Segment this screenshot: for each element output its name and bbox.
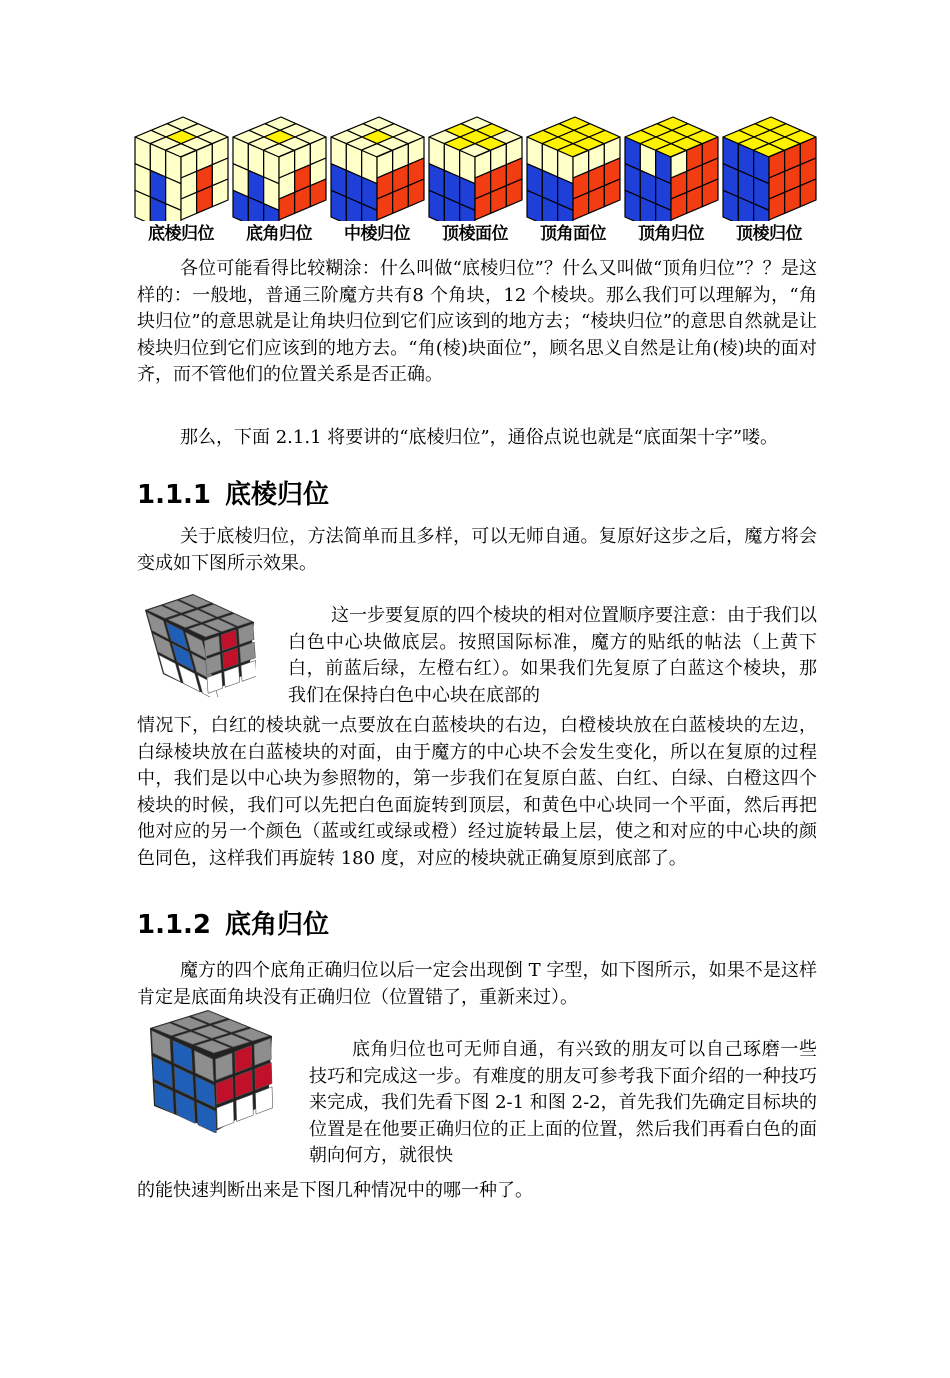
cube-inverted-t-figure [144,1008,274,1137]
section-1-wrap-text: 这一步要复原的四个棱块的相对位置顺序要注意：由于我们以白色中心块做底层。按照国际标准，魔方的贴纸的帖法（上黄下白，前蓝后绿，左橙右红）。如果我们先复原了白蓝这个棱块，那我们在保持白色中心块在底部的 [288,605,817,706]
stage-2-cube-icon [231,115,327,221]
section-1-heading [137,474,329,511]
stage-label: 底棱归位 [148,224,214,244]
stage-label: 中棱归位 [344,224,410,244]
stage-4-cube-icon [427,115,523,221]
intro-paragraph-1: 各位可能看得比较糊涂：什么叫做“底棱归位”？什么又叫做“顶角归位”？？是这样的：一般地，普通三阶魔方共有8 个角块，12 个棱块。那么我们可以理解为，“角块归位”的意思就是让角块归位到它们应该到的地方去；“棱块归位”的意思自然就是让棱块归位到它们应该到的地方去。“角(棱)块面位”，顾名思义自然是让角(棱)块的面对齐，而不管他们的位置关系是否正确。 [137,258,817,385]
section-1-title: 底棱归位 [225,480,330,510]
section-2-wrap-text: 底角归位也可无师自通，有兴致的朋友可以自己琢磨一些技巧和完成这一步。有难度的朋友可参考我下面介绍的一种技巧来完成，我们先看下图 2-1 和图 2-2，首先我们先确定目标块的位置是在他要正确归位的正上面的位置，然后我们再看白色的面朝向何方，就很快 [309,1039,817,1166]
stage-1-cube-icon [133,115,229,221]
section-2-title: 底角归位 [225,910,330,940]
stage-7-cube [721,115,817,250]
stage-6-cube-icon [623,115,719,221]
stage-label: 顶棱归位 [736,224,802,244]
stage-4-cube [427,115,523,250]
section-2-heading [137,904,329,941]
stage-2-cube [231,115,327,250]
section-2-body-text: 的能快速判断出来是下图几种情况中的哪一种了。 [137,1180,533,1201]
stage-6-cube [623,115,719,250]
stage-3-cube [329,115,425,250]
stage-label: 顶角归位 [638,224,704,244]
stage-label: 底角归位 [246,224,312,244]
cube-cross-figure [141,592,256,701]
stage-5-cube [525,115,621,250]
stage-1-cube [133,115,229,250]
stage-label: 顶角面位 [540,224,606,244]
section-2-paragraph: 魔方的四个底角正确归位以后一定会出现倒 T 字型，如下图所示，如果不是这样肯定是底面角块没有正确归位（位置错了，重新来过）。 [137,960,817,1008]
section-2-number: 1.1.2 [137,910,212,940]
stage-7-cube-icon [721,115,817,221]
stage-5-cube-icon [525,115,621,221]
cube-stage-strip [133,115,823,250]
cube-white-cross-image [141,592,256,697]
section-1-number: 1.1.1 [137,480,212,510]
intro-paragraph-2: 那么，下面 2.1.1 将要讲的“底棱归位”，通俗点说也就是“底面架十字”喽。 [180,427,779,448]
cube-inverted-t-image [144,1008,274,1133]
section-1-body-text: 情况下，白红的棱块就一点要放在白蓝棱块的右边，白橙棱块放在白蓝棱块的左边，白绿棱块放在白蓝棱块的对面，由于魔方的中心块不会发生变化，所以在复原的过程中，我们是以中心块为参照物的，第一步我们在复原白蓝、白红、白绿、白橙这四个棱块的时候，我们可以先把白色面旋转到顶层，和黄色中心块同一个平面，然后再把他对应的另一个颜色（蓝或红或绿或橙）经过旋转最上层，使之和对应的中心块的颜色同色，这样我们再旋转 180 度，对应的棱块就正确复原到底部了。 [137,715,817,869]
section-1-paragraph: 关于底棱归位，方法简单而且多样，可以无师自通。复原好这步之后，魔方将会变成如下图所示效果。 [137,526,817,574]
stage-label: 顶棱面位 [442,224,508,244]
stage-3-cube-icon [329,115,425,221]
